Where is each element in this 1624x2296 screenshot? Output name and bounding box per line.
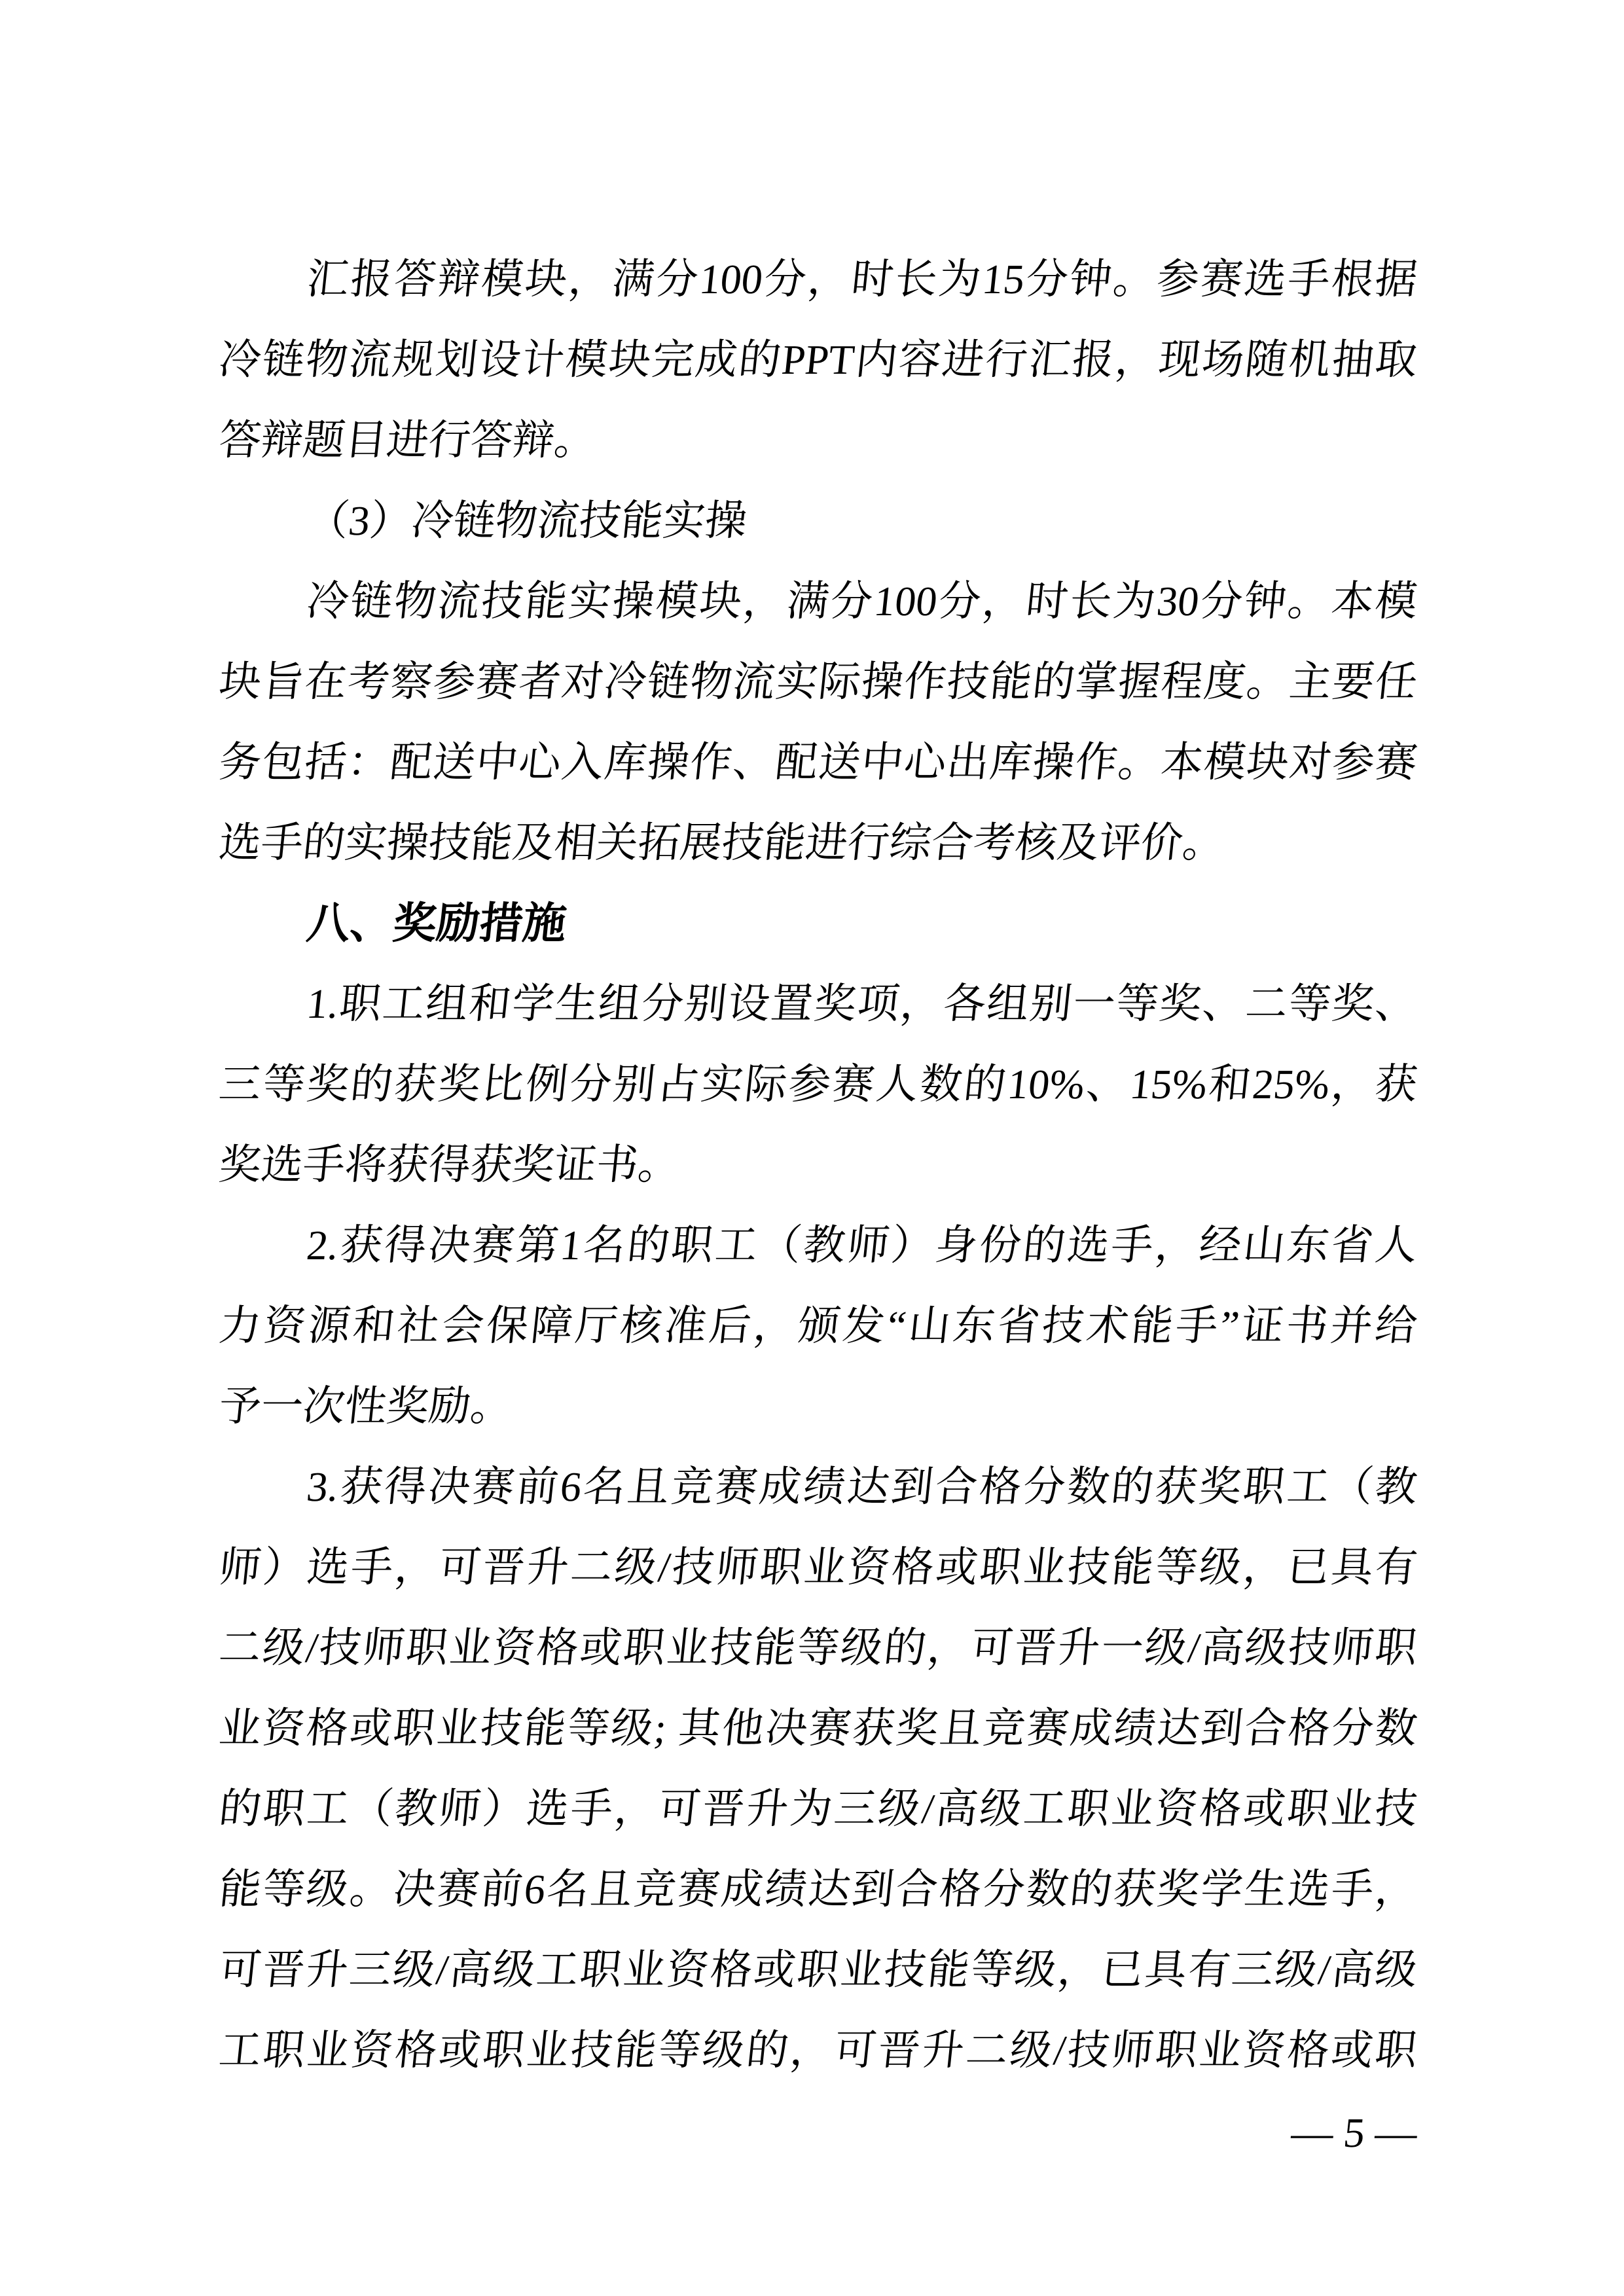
text-line: 3.获得决赛前6名且竞赛成绩达到合格分数的获奖职工（教 xyxy=(304,1463,1420,1510)
text-line: 务包括：配送中心入库操作、配送中心出库操作。本模块对参赛 xyxy=(217,739,1420,785)
text-line: 二级/技师职业资格或职业技能等级的，可晋升一级/高级技师职 xyxy=(217,1624,1420,1671)
text-line: 力资源和社会保障厅核准后，颁发“山东省技术能手”证书并给 xyxy=(217,1302,1420,1349)
text-line: 块旨在考察参赛者对冷链物流实际操作技能的掌握程度。主要任 xyxy=(217,658,1420,705)
text-line: 能等级。决赛前6名且竞赛成绩达到合格分数的获奖学生选手， xyxy=(217,1866,1420,1912)
page-number: — 5 — xyxy=(1289,2109,1420,2156)
text-line: （3）冷链物流技能实操 xyxy=(304,497,749,544)
text-line: 选手的实操技能及相关拓展技能进行综合考核及评价。 xyxy=(217,819,1227,866)
text-line: 工职业资格或职业技能等级的，可晋升二级/技师职业资格或职 xyxy=(217,2027,1420,2073)
text-line: 2.获得决赛第1名的职工（教师）身份的选手，经山东省人 xyxy=(304,1222,1420,1268)
text-line: 汇报答辩模块，满分100分，时长为15分钟。参赛选手根据 xyxy=(304,256,1420,302)
document-body xyxy=(217,239,1420,2090)
text-line: 予一次性奖励。 xyxy=(217,1383,515,1429)
text-line: 可晋升三级/高级工职业资格或职业技能等级，已具有三级/高级 xyxy=(217,1946,1420,1993)
text-line: 冷链物流规划设计模块完成的PPT内容进行汇报，现场随机抽取 xyxy=(217,336,1420,383)
text-line: 的职工（教师）选手，可晋升为三级/高级工职业资格或职业技 xyxy=(217,1785,1420,1832)
text-line: 1.职工组和学生组分别设置奖项，各组别一等奖、二等奖、 xyxy=(304,980,1420,1027)
text-line: 答辩题目进行答辩。 xyxy=(217,417,599,463)
text-line: 师）选手，可晋升二级/技师职业资格或职业技能等级，已具有 xyxy=(217,1544,1420,1590)
section-heading: 八、奖励措施 xyxy=(304,899,569,947)
text-line: 冷链物流技能实操模块，满分100分，时长为30分钟。本模 xyxy=(304,578,1420,624)
text-line: 三等奖的获奖比例分别占实际参赛人数的10%、15%和25%，获 xyxy=(217,1061,1420,1107)
text-line: 业资格或职业技能等级; 其他决赛获奖且竞赛成绩达到合格分数 xyxy=(217,1705,1420,1751)
text-line: 奖选手将获得获奖证书。 xyxy=(217,1141,683,1188)
